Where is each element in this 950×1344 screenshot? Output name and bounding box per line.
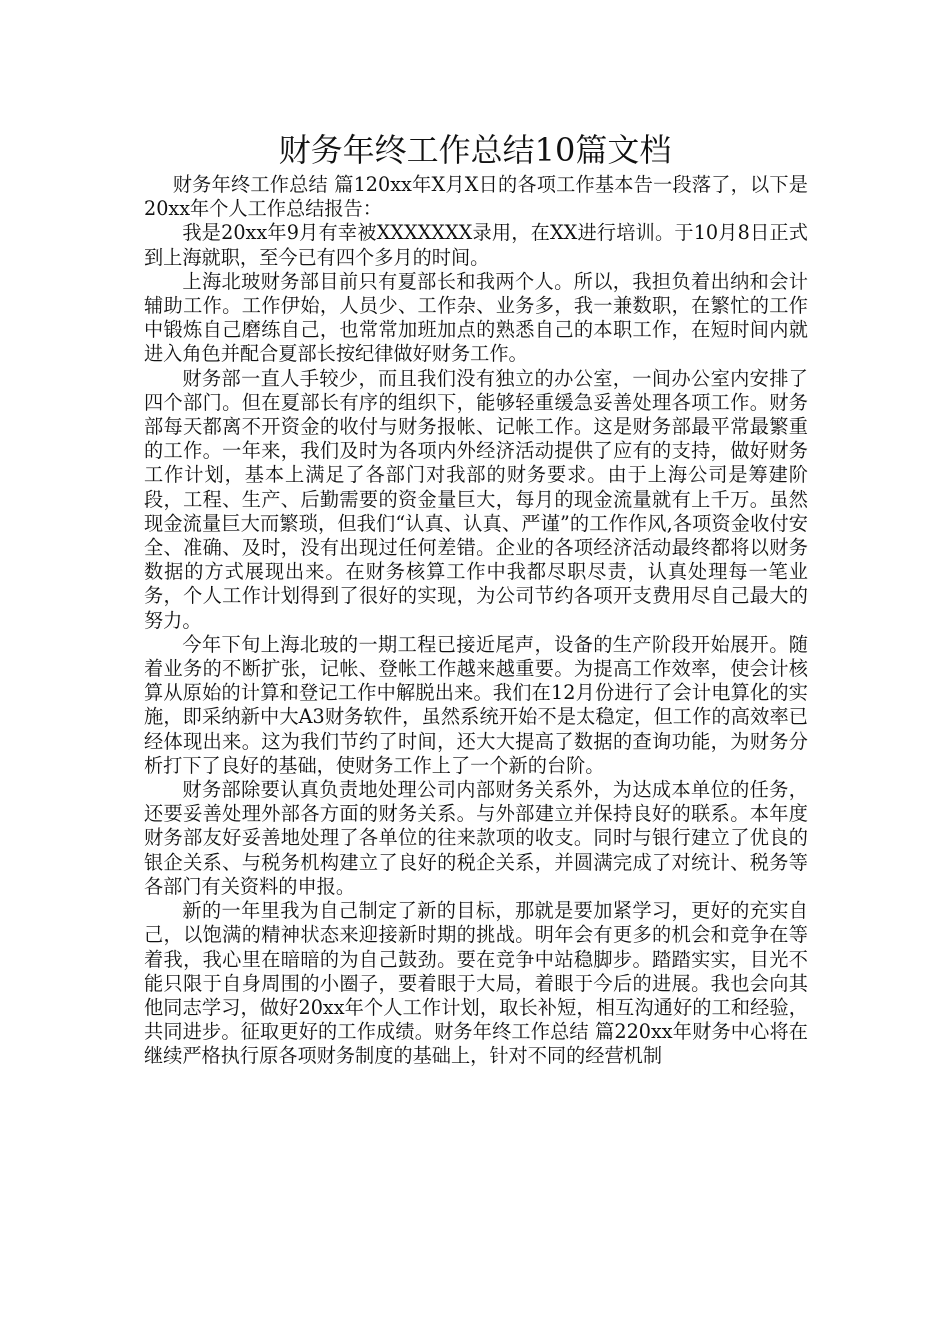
paragraph: 财务部除要认真负责地处理公司内部财务关系外，为达成本单位的任务，还要妥善处理外部各方面的财务关系。与外部建立并保持良好的联系。本年度财务部友好妥善地处理了各单位的往来款项的收支。同时与银行建立了优良的银企关系、与税务机构建立了良好的税企关系，并圆满完成了对统计、税务等各部门有关资料的申报。 xyxy=(144,778,808,898)
document-title: 财务年终工作总结10篇文档 xyxy=(278,131,672,169)
document-body xyxy=(144,173,808,1069)
paragraph: 我是20xx年9月有幸被XXXXXXX录用，在XX进行培训。于10月8日正式到上海就职，至今已有四个多月的时间。 xyxy=(144,221,808,269)
paragraph: 新的一年里我为自己制定了新的目标，那就是要加紧学习，更好的充实自己，以饱满的精神状态来迎接新时期的挑战。明年会有更多的机会和竞争在等着我，我心里在暗暗的为自己鼓劲。要在竞争中站稳脚步。踏踏实实，目光不能只限于自身周围的小圈子，要着眼于大局，着眼于今后的进展。我也会向其他同志学习，做好20xx年个人工作计划，取长补短，相互沟通好的工和经验，共同进步。征取更好的工作成绩。财务年终工作总结 篇220xx年财务中心将在继续严格执行原各项财务制度的基础上，针对不同的经营机制 xyxy=(144,899,808,1068)
paragraph: 财务部一直人手较少，而且我们没有独立的办公室，一间办公室内安排了四个部门。但在夏部长有序的组织下，能够轻重缓急妥善处理各项工作。财务部每天都离不开资金的收付与财务报帐、记帐工作。这是财务部最平常最繁重的工作。一年来，我们及时为各项内外经济活动提供了应有的支持，做好财务工作计划，基本上满足了各部门对我部的财务要求。由于上海公司是筹建阶段，工程、生产、后勤需要的资金量巨大，每月的现金流量就有上千万。虽然现金流量巨大而繁琐，但我们“认真、认真、严谨”的工作作风,各项资金收付安全、准确、及时，没有出现过任何差错。企业的各项经济活动最终都将以财务数据的方式展现出来。在财务核算工作中我都尽职尽责，认真处理每一笔业务，个人工作计划得到了很好的实现，为公司节约各项开支费用尽自己最大的努力。 xyxy=(144,366,808,632)
paragraph: 上海北玻财务部目前只有夏部长和我两个人。所以，我担负着出纳和会计辅助工作。工作伊始，人员少、工作杂、业务多，我一兼数职，在繁忙的工作中锻炼自己磨练自己，也常常加班加点的熟悉自己的本职工作，在短时间内就进入角色并配合夏部长按纪律做好财务工作。 xyxy=(144,269,808,366)
paragraph: 今年下旬上海北玻的一期工程已接近尾声，设备的生产阶段开始展开。随着业务的不断扩张，记帐、登帐工作越来越重要。为提高工作效率，使会计核算从原始的计算和登记工作中解脱出来。我们在12月份进行了会计电算化的实施，即采纳新中大A3财务软件，虽然系统开始不是太稳定，但工作的高效率已经体现出来。这为我们节约了时间，还大大提高了数据的查询功能，为财务分析打下了良好的基础，使财务工作上了一个新的台阶。 xyxy=(144,632,808,777)
paragraph: 财务年终工作总结 篇120xx年X月X日的各项工作基本告一段落了，以下是20xx年个人工作总结报告： xyxy=(144,173,808,221)
